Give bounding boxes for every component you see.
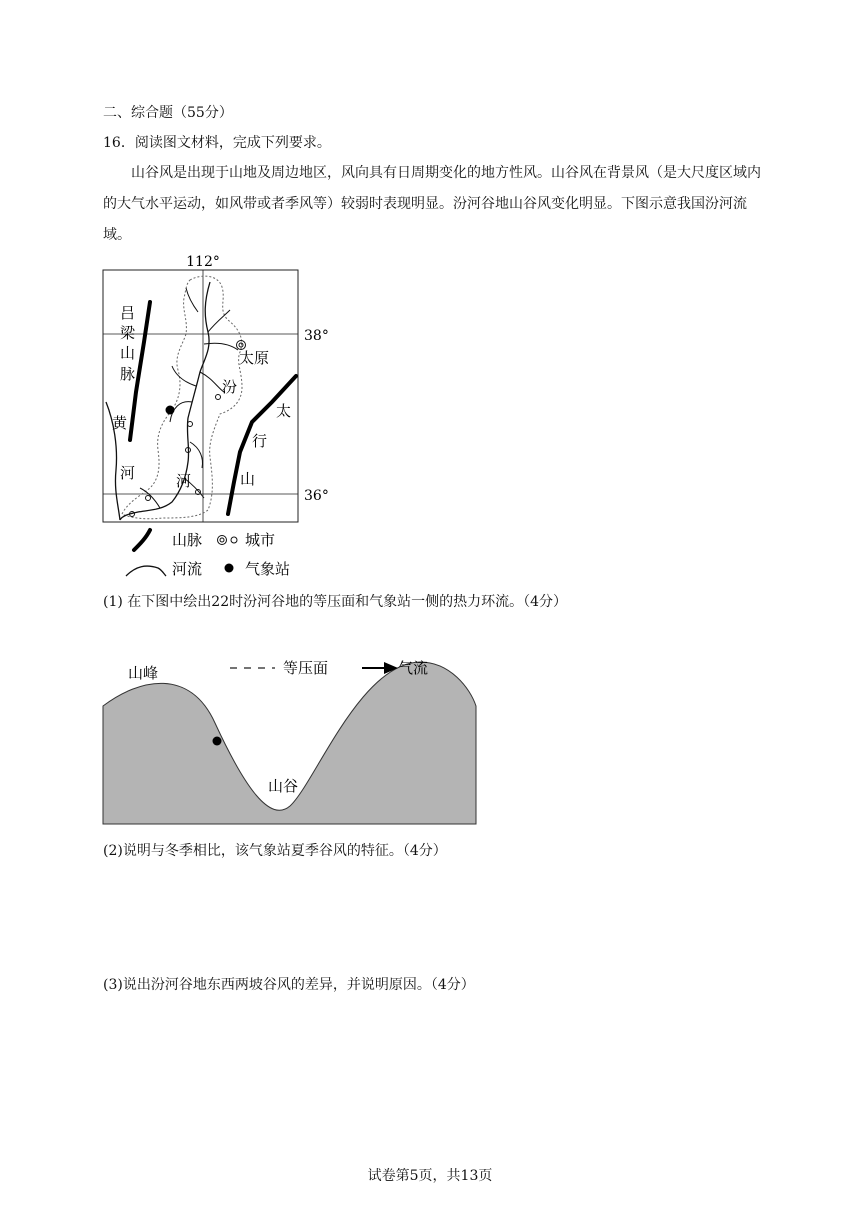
lvliang-char: 梁 (120, 324, 136, 342)
legend-airflow-label: 气流 (398, 659, 429, 677)
legend-station-label: 气象站 (245, 560, 291, 578)
legend-river-symbol (126, 566, 166, 576)
legend-mountain-label: 山脉 (172, 531, 203, 549)
lvliang-char: 山 (120, 344, 136, 362)
lvliang-char: 脉 (120, 365, 136, 383)
tributary (190, 442, 203, 468)
he-mid-label: 河 (176, 472, 192, 490)
question-title: 16．阅读图文材料，完成下列要求。 (103, 135, 331, 151)
sub-question-1: (1) 在下图中绘出22时汾河谷地的等压面和气象站一侧的热力环流。（4分） (103, 594, 568, 610)
tributary (208, 310, 230, 332)
weather-station-marker (166, 406, 175, 415)
valley-label: 山谷 (268, 777, 299, 795)
legend-isobar-label: 等压面 (283, 659, 329, 677)
lat-38-label: 38° (304, 328, 329, 344)
peak-label: 山峰 (128, 664, 159, 682)
legend-city-symbol-small (231, 537, 237, 543)
legend-mountain-symbol (134, 530, 150, 550)
section-heading: 二、综合题（55分） (103, 105, 233, 121)
taihang-char: 行 (252, 432, 268, 450)
lon-label: 112° (186, 254, 220, 270)
taihang-char: 太 (276, 402, 292, 420)
fen-river-map (100, 252, 350, 592)
tributary (186, 288, 198, 312)
page-footer: 试卷第5页，共13页 (367, 1168, 493, 1184)
lat-36-label: 36° (304, 488, 329, 504)
sub-question-2: (2)说明与冬季相比，该气象站夏季谷风的特征。（4分） (103, 843, 447, 859)
city (216, 395, 221, 400)
he-left-label: 河 (120, 464, 136, 482)
terrain-profile (103, 662, 476, 824)
legend-city-symbol-large (218, 536, 227, 545)
taiyuan-city-inner (239, 343, 243, 347)
weather-station-marker (213, 737, 222, 746)
legend-city-label: 城市 (245, 531, 276, 549)
taihang-char: 山 (240, 470, 256, 488)
sub-question-3: (3)说出汾河谷地东西两坡谷风的差异，并说明原因。（4分） (103, 977, 475, 993)
taiyuan-label: 太原 (239, 349, 270, 367)
legend-city-symbol-large-inner (220, 538, 224, 542)
city (146, 496, 151, 501)
lvliang-char: 吕 (120, 304, 136, 322)
material-paragraph: 山谷风是出现于山地及周边地区，风向具有日周期变化的地方性风。山谷风在背景风（是大尺度区域内的大气水平运动，如风带或者季风等）较弱时表现明显。汾河谷地山谷风变化明显。下图示意我国汾河流域。 (103, 165, 761, 243)
fen-label: 汾 (222, 378, 238, 396)
legend-river-label: 河流 (172, 560, 203, 578)
huang-label: 黄 (112, 414, 128, 432)
city (188, 422, 193, 427)
legend-station-symbol (225, 564, 234, 573)
valley-profile (100, 648, 480, 828)
tributary (172, 366, 196, 386)
tributary (200, 372, 224, 392)
